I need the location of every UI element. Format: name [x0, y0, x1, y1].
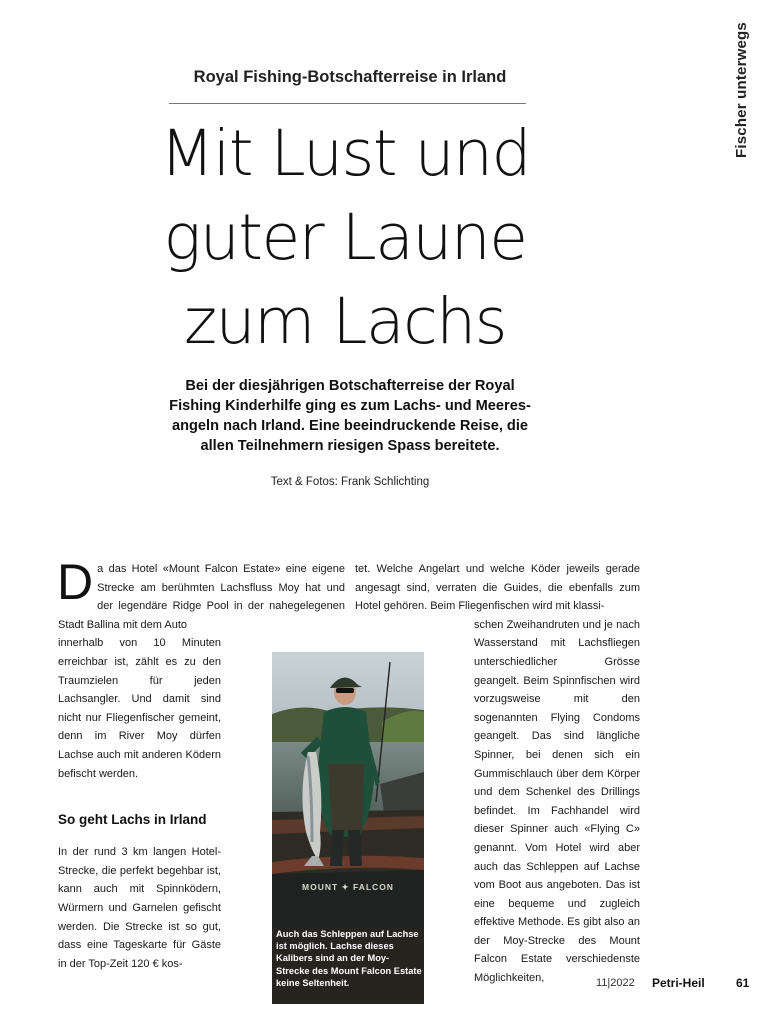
drop-cap: D [57, 554, 94, 610]
headline-line: guter Laune [163, 201, 527, 274]
lead-line: angeln nach Irland. Eine beeindruckende Reise, die [171, 418, 529, 434]
body-paragraph: tet. Welche Angelart und welche Köder jeweils gerade angesagt sind, verraten die Guides, die ebenfalls zum Hotel gehören. Beim Fliegenfischen wird mit klassi- [355, 563, 640, 613]
headline-line: Mit Lust und [160, 117, 530, 190]
body-text: a das Hotel «Mount Falcon Estate» eine eigene Strecke am berühmten Lachsfluss Moy hat und der legendäre Ridge Pool in der nahegelegenen Stadt Ballina mit dem Auto [58, 563, 345, 631]
page-number: 61 [736, 976, 750, 990]
headline [110, 112, 580, 364]
body-column-left [57, 554, 345, 973]
author-credit: Text & Fotos: Frank Schlichting [270, 476, 430, 488]
boat-name: MOUNT ✦ FALCON [302, 882, 394, 892]
lead-line: allen Teilnehmern riesigen Spass bereitete. [200, 438, 500, 454]
subheading: So geht Lachs in Irland [58, 812, 207, 828]
body-paragraph: schen Zweihandruten und je nach Wasserstand mit Lachsfliegen unterschiedlicher Grösse geangelt. Beim Spinnfischen wird vorzugsweise mit den sogenannten Flying Condoms geangelt. Das sind längliche Spinner, bei denen sich ein Gummischlauch über dem Körper und dem Schenkel des Drillings befindet. Im Fachhandel wird dieser Spinner auch «Flying C» genannt. Vom Hotel wird aber auch das Schleppen auf Lachse vom Boot aus angeboten. Das ist eine bequeme und zugleich effektive Methode. Es gibt also an der Moy-Strecke des Mount Falcon Estate verschiedenste Möglichkeiten, [474, 618, 640, 985]
kicker-rule [169, 103, 526, 104]
body-paragraph [57, 554, 345, 634]
photo-caption: Auch das Schleppen auf Lachse ist möglich. Lachse dieses Kalibers sind an der Moy-Strecke des Mount Falcon Estate keine Seltenheit. [276, 929, 422, 988]
headline-line: zum Lachs [184, 285, 506, 358]
lead-paragraph [150, 376, 550, 456]
section-label: Fischer unterwegs [733, 22, 750, 158]
footer-issue: 11|2022 [596, 977, 635, 989]
kicker: Royal Fishing-Botschafterreise in Irland [193, 68, 507, 86]
lead-line: Fishing Kinderhilfe ging es zum Lachs- und Meeres- [169, 398, 531, 414]
body-paragraph: innerhalb von 10 Minuten erreichbar ist, zählt es zu den Traumzielen für jeden Lachsangler. Und damit sind nicht nur Fliegenfischer gemeint, denn im River Moy dürfen Lachse auch mit anderen Ködern befischt werden. [58, 637, 221, 780]
photo-angler-with-salmon [272, 652, 424, 1004]
footer-magazine: Petri-Heil [652, 976, 705, 990]
lead-line: Bei der diesjährigen Botschafterreise der Royal [185, 378, 515, 394]
body-paragraph: In der rund 3 km langen Hotel-Strecke, die perfekt begehbar ist, kann auch mit Spinnködern, Würmern und Garnelen gefischt werden. Die Strecke ist so gut, dass eine Tageskarte für Gäste in der Top-Zeit 120 € kos- [58, 846, 221, 970]
